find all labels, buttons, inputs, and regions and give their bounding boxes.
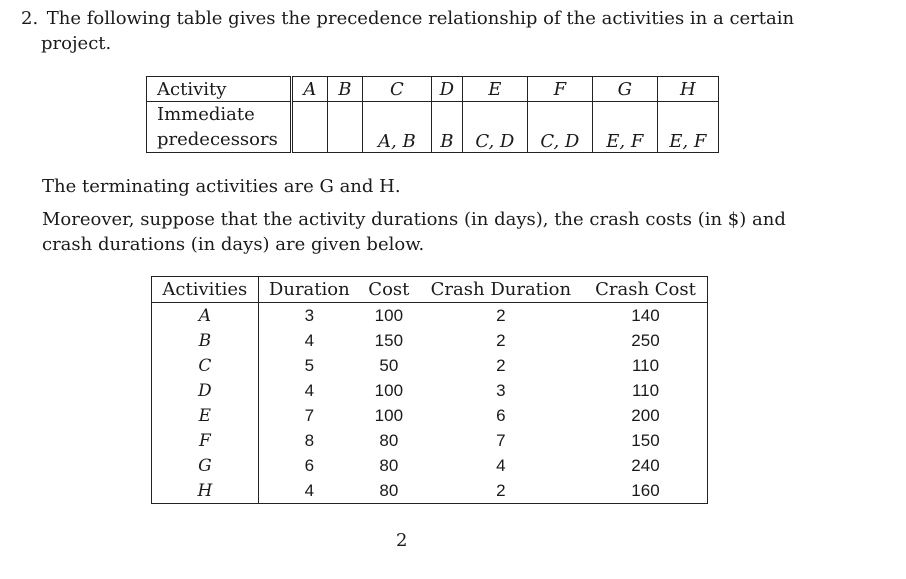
question-line-2: project. — [41, 33, 112, 54]
cell-crash-duration: 2 — [496, 355, 506, 375]
cell-cost: 150 — [374, 330, 404, 350]
table-row — [152, 353, 708, 378]
header-crash-duration: Crash Duration — [418, 277, 584, 303]
cell-crash-duration: 4 — [496, 455, 506, 475]
cell-activity: F — [152, 428, 259, 453]
cell-cost: 80 — [379, 430, 399, 450]
activity-cell: A — [291, 77, 327, 102]
header-activities: Activities — [152, 277, 259, 303]
predecessor-cell — [291, 102, 327, 153]
question-statement — [21, 6, 871, 56]
cell-activity: A — [152, 303, 259, 329]
cell-crash-cost: 140 — [631, 305, 660, 325]
activity-cell: C — [362, 77, 431, 102]
cell-duration: 5 — [304, 355, 315, 375]
cell-crash-cost: 110 — [631, 355, 660, 375]
table-row — [152, 328, 708, 353]
cell-crash-duration: 2 — [496, 480, 506, 500]
activity-row — [147, 77, 719, 102]
cell-activity: C — [152, 353, 259, 378]
cell-duration: 4 — [304, 480, 315, 500]
cell-cost: 50 — [379, 355, 399, 375]
terminating-activities-text: The terminating activities are G and H. — [42, 176, 401, 197]
cell-crash-duration: 6 — [496, 405, 506, 425]
activity-cell: B — [327, 77, 362, 102]
cell-cost: 80 — [379, 480, 399, 500]
predecessors-row-label: Immediate predecessors — [147, 102, 292, 153]
page-number: 2 — [396, 530, 408, 551]
cell-crash-duration: 7 — [496, 430, 506, 450]
cell-duration: 6 — [304, 455, 315, 475]
cell-crash-duration: 2 — [496, 305, 506, 325]
duration-table-body — [152, 303, 708, 504]
table-row — [152, 428, 708, 453]
cell-activity: B — [152, 328, 259, 353]
cell-crash-duration: 2 — [496, 330, 506, 350]
duration-cost-table — [151, 276, 708, 504]
table-row — [152, 303, 708, 329]
predecessor-cell: B — [431, 102, 462, 153]
activity-cell: F — [527, 77, 592, 102]
predecessor-cell: C, D — [527, 102, 592, 153]
cell-crash-cost: 160 — [631, 480, 660, 500]
cell-crash-cost: 200 — [631, 405, 660, 425]
cell-crash-cost: 150 — [631, 430, 660, 450]
activity-cell: E — [462, 77, 527, 102]
precedence-table — [146, 76, 719, 153]
header-crash-cost: Crash Cost — [584, 277, 708, 303]
predecessors-row — [147, 102, 719, 153]
cell-activity: G — [152, 453, 259, 478]
question-line-1: The following table gives the precedence relationship of the activities in a certain — [46, 8, 795, 29]
activity-row-label: Activity — [147, 77, 292, 102]
duration-table-header-row — [152, 277, 708, 303]
cell-crash-duration: 3 — [496, 380, 506, 400]
table-row — [152, 478, 708, 504]
cell-duration: 4 — [304, 330, 315, 350]
activity-cell: G — [592, 77, 657, 102]
question-number: 2. — [21, 8, 39, 29]
predecessor-cell: E, F — [592, 102, 657, 153]
activity-cell: H — [657, 77, 718, 102]
table-row — [152, 403, 708, 428]
predecessor-cell: C, D — [462, 102, 527, 153]
cell-cost: 80 — [379, 455, 399, 475]
predecessor-cell: E, F — [657, 102, 718, 153]
cell-duration: 4 — [304, 380, 315, 400]
cell-crash-cost: 110 — [631, 380, 660, 400]
table-row — [152, 378, 708, 403]
predecessor-cell — [327, 102, 362, 153]
predecessor-cell: A, B — [362, 102, 431, 153]
cell-duration: 7 — [304, 405, 315, 425]
cell-cost: 100 — [374, 305, 404, 325]
cell-cost: 100 — [374, 380, 404, 400]
table-row — [152, 453, 708, 478]
cell-activity: D — [152, 378, 259, 403]
activity-cell: D — [431, 77, 462, 102]
cell-cost: 100 — [374, 405, 404, 425]
header-duration: Duration — [258, 277, 360, 303]
header-cost: Cost — [360, 277, 418, 303]
moreover-text-line-1: Moreover, suppose that the activity durations (in days), the crash costs (in $) and — [42, 209, 786, 230]
cell-activity: E — [152, 403, 259, 428]
cell-duration: 3 — [304, 305, 315, 325]
cell-duration: 8 — [304, 430, 315, 450]
cell-activity: H — [152, 478, 259, 504]
cell-crash-cost: 240 — [631, 455, 660, 475]
cell-crash-cost: 250 — [631, 330, 660, 350]
moreover-text-line-2: crash durations (in days) are given below. — [42, 234, 425, 255]
